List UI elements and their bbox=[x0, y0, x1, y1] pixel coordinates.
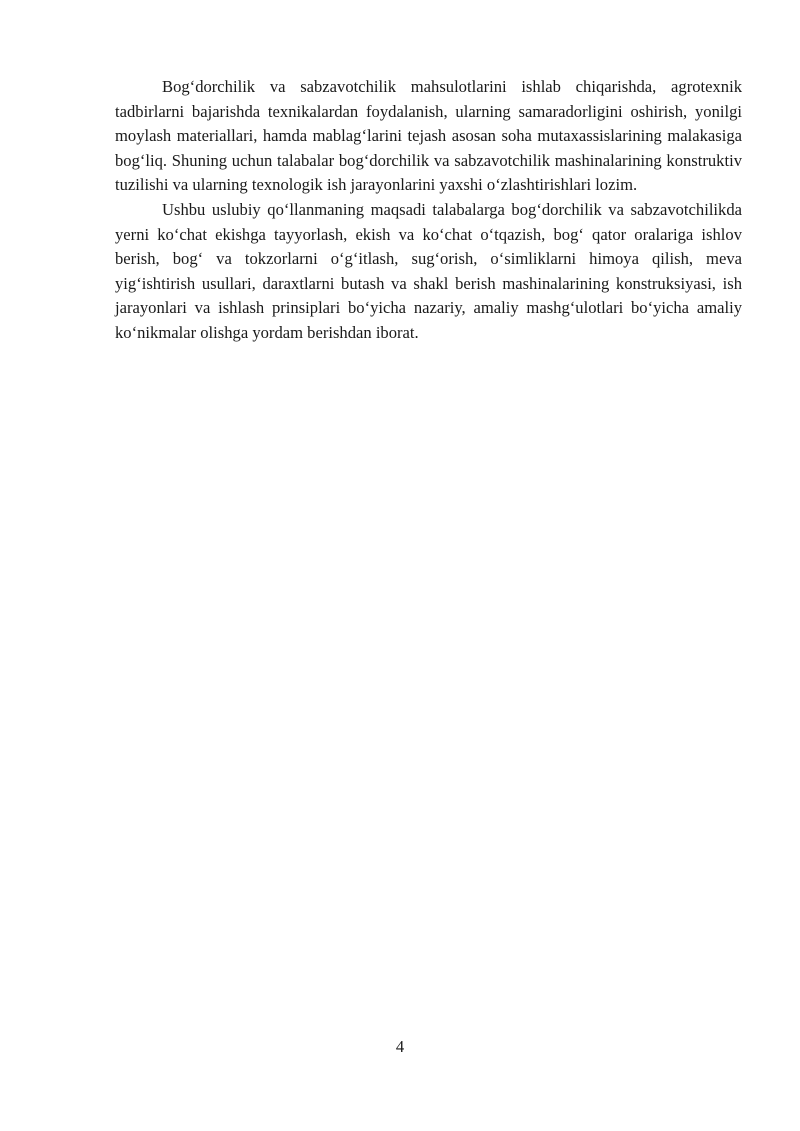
paragraph-purpose: Ushbu uslubiy qo‘llanmaning maqsadi talabalarga bog‘dorchilik va sabzavotchilikda yerni ko‘chat ekishga tayyorlash, ekish va ko‘chat o‘tqazish, bog‘ qator oralariga ishlov berish, bog‘ va tokzorlarni o‘g‘itlash, sug‘orish, o‘simliklarni himoya qilish, meva yig‘ishtirish usullari, daraxtlarni butash va shakl berish mashinalarining konstruksiyasi, ish jarayonlari va ishlash prinsiplari bo‘yicha nazariy, amaliy mashg‘ulotlari bo‘yicha amaliy ko‘nikmalar olishga yordam berishdan iborat. bbox=[115, 199, 742, 342]
page-number: 4 bbox=[395, 1037, 405, 1056]
paragraph-intro: Bog‘dorchilik va sabzavotchilik mahsulotlarini ishlab chiqarishda, agrotexnik tadbirlarni bajarishda texnikalardan foydalanish, ularning samaradorligini oshirish, yonilgi moylash materiallari, hamda mablag‘larini tejash asosan soha mutaxassislarining malakasiga bog‘liq. Shuning uchun talabalar bog‘dorchilik va sabzavotchilik mashinalarining konstruktiv tuzilishi va ularning texnologik ish jarayonlarini yaxshi o‘zlashtirishlari lozim. bbox=[115, 77, 742, 195]
document-body bbox=[115, 75, 742, 346]
